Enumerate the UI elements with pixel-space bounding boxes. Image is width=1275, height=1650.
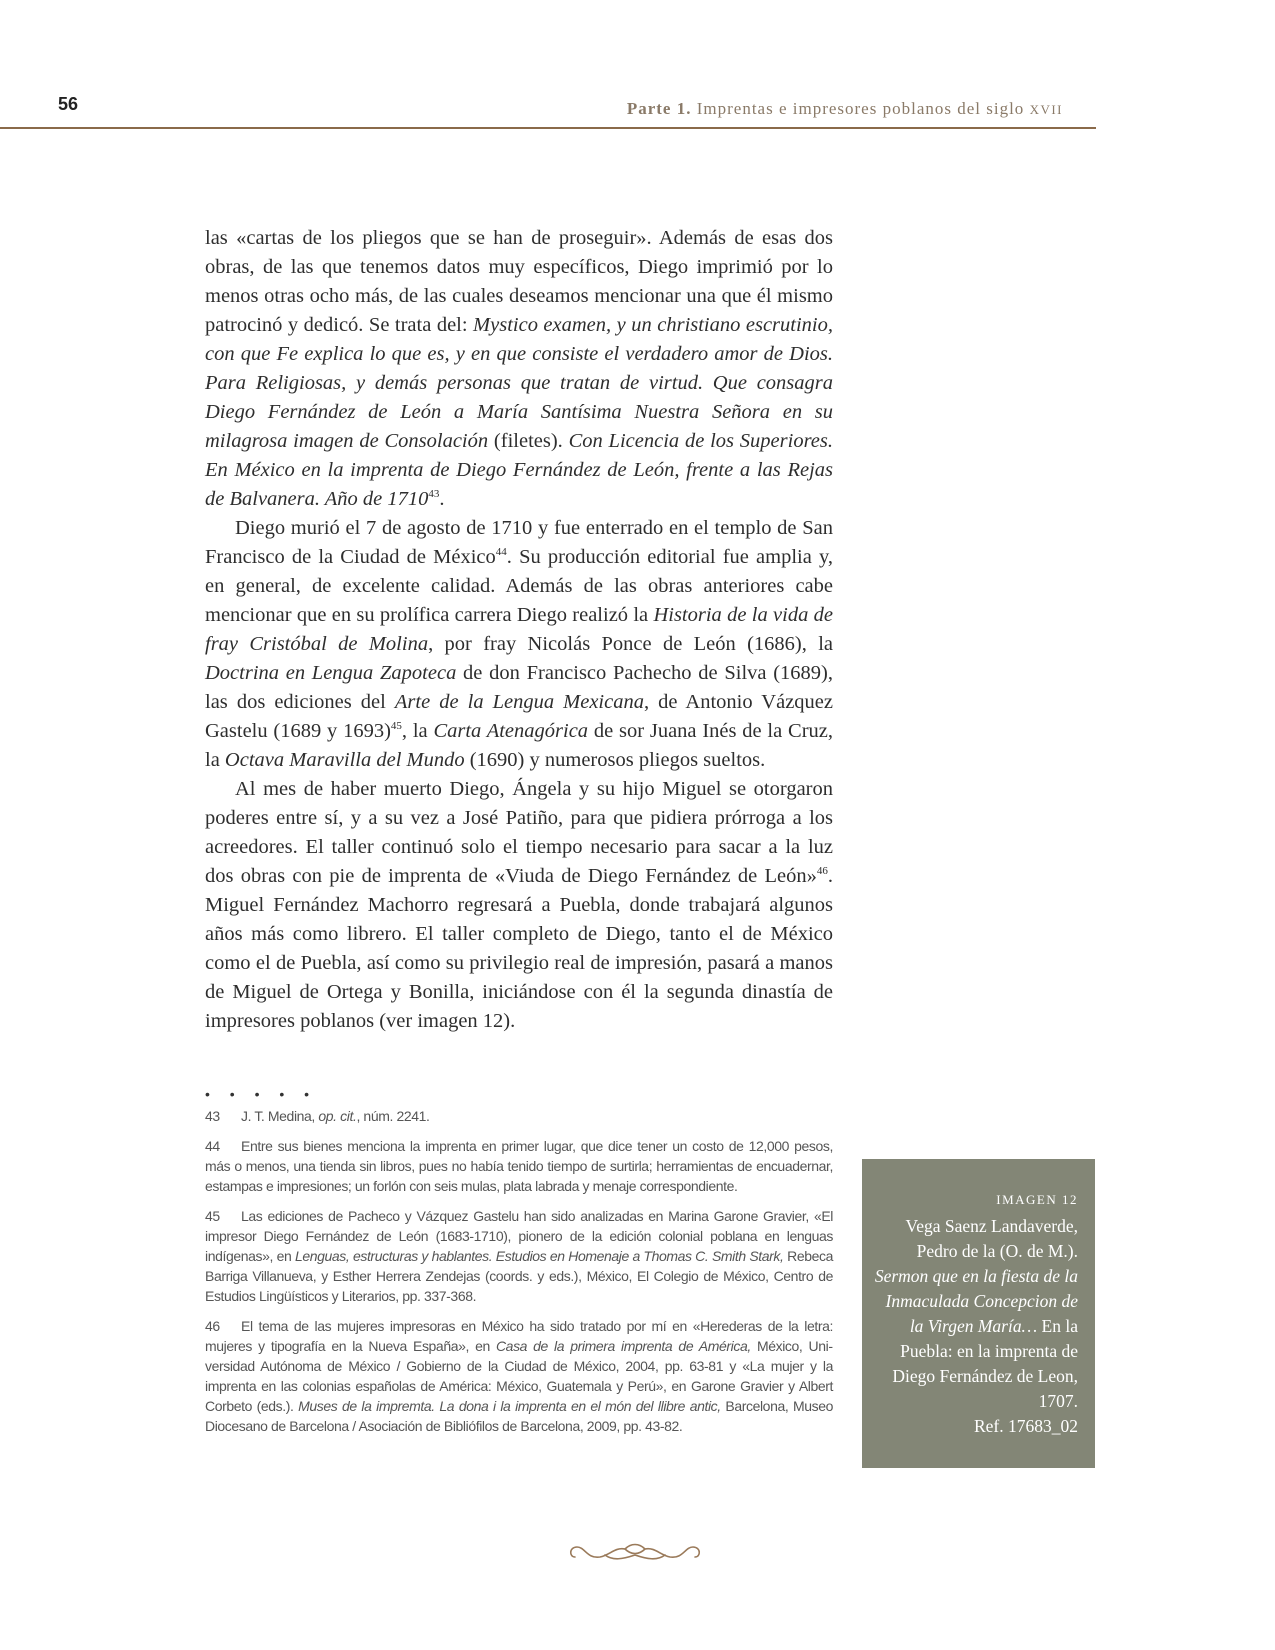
body-text [205, 224, 833, 1036]
page-number: 56 [58, 94, 79, 114]
image-caption-box [862, 1159, 1095, 1468]
p2-text: . Su producción editorial fue amplia y, en general, de excelente calidad. Además de las obras anteriores cabe mencionar que en su prolífica carrera Diego realizó la [205, 546, 834, 626]
footnote-italic: op. cit. [318, 1108, 357, 1124]
footnote-45 [205, 1206, 833, 1306]
footnote-43 [205, 1106, 833, 1126]
p1-italic-title: Mystico examen, y un christiano escrutinio, con que Fe explica lo que es, y en que consiste el verdadero amor de Dios. Para Religiosas, y demás personas que tratan de virtud. Que consagra Diego Fernández de León a María Santísima Nuestra Señora en su milagrosa imagen de Consolación [205, 314, 833, 452]
caption-author: Vega Saenz Landaverde, Pedro de la (O. de M.). [905, 1216, 1078, 1261]
footnote-46 [205, 1316, 833, 1436]
caption-body [872, 1214, 1078, 1414]
section-title: Imprentas e impresores poblanos del siglo [696, 99, 1025, 118]
footnote-italic: Lenguas, estructuras y hablantes. Estudios en Homenaje a Thomas C. Smith Stark, [294, 1248, 784, 1264]
footnote-number: 43 [205, 1108, 220, 1124]
caption-ref: Ref. 17683_02 [973, 1416, 1078, 1436]
p2-italic-title: Arte de la Lengua Mexicana [394, 691, 644, 713]
p2-text: , por fray Nicolás Ponce de León (1686), la [428, 633, 833, 655]
footnotes [205, 1106, 833, 1446]
footnote-number: 44 [205, 1138, 220, 1154]
footnote-ref-45: 45 [390, 720, 402, 733]
caption-imprint: En la Puebla: en la imprenta de Diego Fernández de Leon, 1707. [892, 1316, 1078, 1411]
footnote-text: México, Universidad Autónoma de México / Gobierno de la Ciudad de México, 2004, pp. 63-81 y «La mujer y la imprenta en las colonias españolas de América: México, Guatemala y Perú», en Garone Gravier y Albert Corbeto (eds.). [205, 1338, 833, 1414]
footnote-number: 45 [205, 1208, 220, 1224]
paragraph-1 [205, 224, 833, 514]
header-rule [0, 127, 1096, 129]
p1-italic-imprint: Con Licencia de los Superiores. En México en la imprenta de Diego Fernández de León, frente a las Rejas de Balvanera. Año de 1710 [205, 430, 833, 510]
footnote-text: J. T. Medina, [241, 1108, 319, 1124]
p2-text: de sor Juana Inés de la Cruz, la [205, 720, 833, 771]
p1-text: las «cartas de los pliegos que se han de proseguir». Además de esas dos obras, de las que tenemos datos muy específicos, Diego imprimió por lo menos otras ocho más, de las cuales deseamos mencionar una que él mismo patrocinó y dedicó. Se trata del: [205, 227, 833, 336]
footnote-ref-46: 46 [816, 865, 828, 878]
footnote-text: Entre sus bienes menciona la imprenta en primer lugar, que dice tener un costo de 12,000 pesos, más o menos, una tienda sin libros, pues no había tenido tiempo de surtirla; herramientas de encuadernar, estampas e impresiones; un forlón con seis mulas, plata labrada y menaje correspondiente. [205, 1138, 833, 1194]
footnote-text: Rebeca Barriga Villanueva, y Esther Herrera Zendejas (coords. y eds.), México, El Colegio de México, Centro de Estudios Lingüísticos y Literarios, pp. 337-368. [205, 1248, 833, 1304]
caption-title: Sermon que en la fiesta de la Inmaculada Concepcion de la Virgen María… [874, 1266, 1078, 1336]
paragraph-2 [205, 514, 833, 775]
caption-label: IMAGEN 12 [996, 1192, 1078, 1207]
p1-text: (filetes). [488, 430, 569, 452]
century: XVII [1029, 102, 1063, 117]
p2-text: , la [401, 720, 434, 742]
p2-text: , de Antonio Vázquez Gastelu (1689 y 1693) [205, 691, 833, 742]
footnote-italic: Casa de la primera imprenta de América, [495, 1338, 751, 1354]
flourish-ornament-icon [565, 1537, 705, 1567]
footnote-text: , núm. 2241. [356, 1108, 430, 1124]
p3-text: . Miguel Fernández Machorro regresará a Puebla, donde trabajará algunos años más como librero. El taller completo de Diego, tanto el de México como el de Puebla, así como su privilegio real de impresión, pasará a manos de Miguel de Ortega y Bonilla, iniciándose con él la segunda dinastía de impresores poblanos (ver imagen 12). [205, 865, 833, 1032]
footnote-text: Barcelona, Museo Diocesano de Barcelona / Asociación de Bibliófilos de Barcelona, 2009, pp. 43-82. [205, 1398, 833, 1434]
p2-text: de don Francisco Pachecho de Silva (1689), las dos ediciones del [205, 662, 833, 713]
footnote-44 [205, 1136, 833, 1196]
footnote-separator: • • • • • [205, 1086, 318, 1102]
paragraph-3 [205, 775, 833, 1036]
footnote-text: El tema de las mujeres impresoras en México ha sido tratado por mí en «Herederas de la letra: mujeres y tipografía en la Nueva España», en [205, 1318, 833, 1354]
footnote-text: Las ediciones de Pacheco y Vázquez Gastelu han sido analizadas en Marina Garone Gravier, «El impresor Diego Fernández de León (1683-1710), pionero de la edición colonial poblana en lenguas indígenas», en [205, 1208, 833, 1264]
footnote-ref-44: 44 [495, 546, 507, 559]
p2-text: Diego murió el 7 de agosto de 1710 y fue enterrado en el templo de San Francisco de la Ciudad de México [205, 517, 833, 568]
footnote-italic: Muses de la impremta. La dona i la imprenta en el món del llibre antic, [298, 1398, 721, 1414]
p2-italic-title: Carta Atenagórica [433, 720, 589, 742]
p3-text: Al mes de haber muerto Diego, Ángela y su hijo Miguel se otorgaron poderes entre sí, y a su vez a José Patiño, para que pidiera prórroga a los acreedores. El taller continuó solo el tiempo necesario para sacar a la luz dos obras con pie de imprenta de «Viuda de Diego Fernández de León» [205, 778, 833, 887]
p2-text: (1690) y numerosos pliegos sueltos. [464, 749, 766, 771]
footnote-ref-43: 43 [428, 488, 440, 501]
p2-italic-title: Octava Maravilla del Mundo [224, 749, 465, 771]
p1-text: . [439, 488, 445, 510]
running-head [627, 99, 1063, 119]
part-label: Parte 1. [626, 99, 692, 118]
footnote-number: 46 [205, 1318, 220, 1334]
p2-italic-title: Doctrina en Lengua Zapoteca [205, 662, 457, 684]
p2-italic-title: Historia de la vida de fray Cristóbal de Molina [205, 604, 833, 655]
